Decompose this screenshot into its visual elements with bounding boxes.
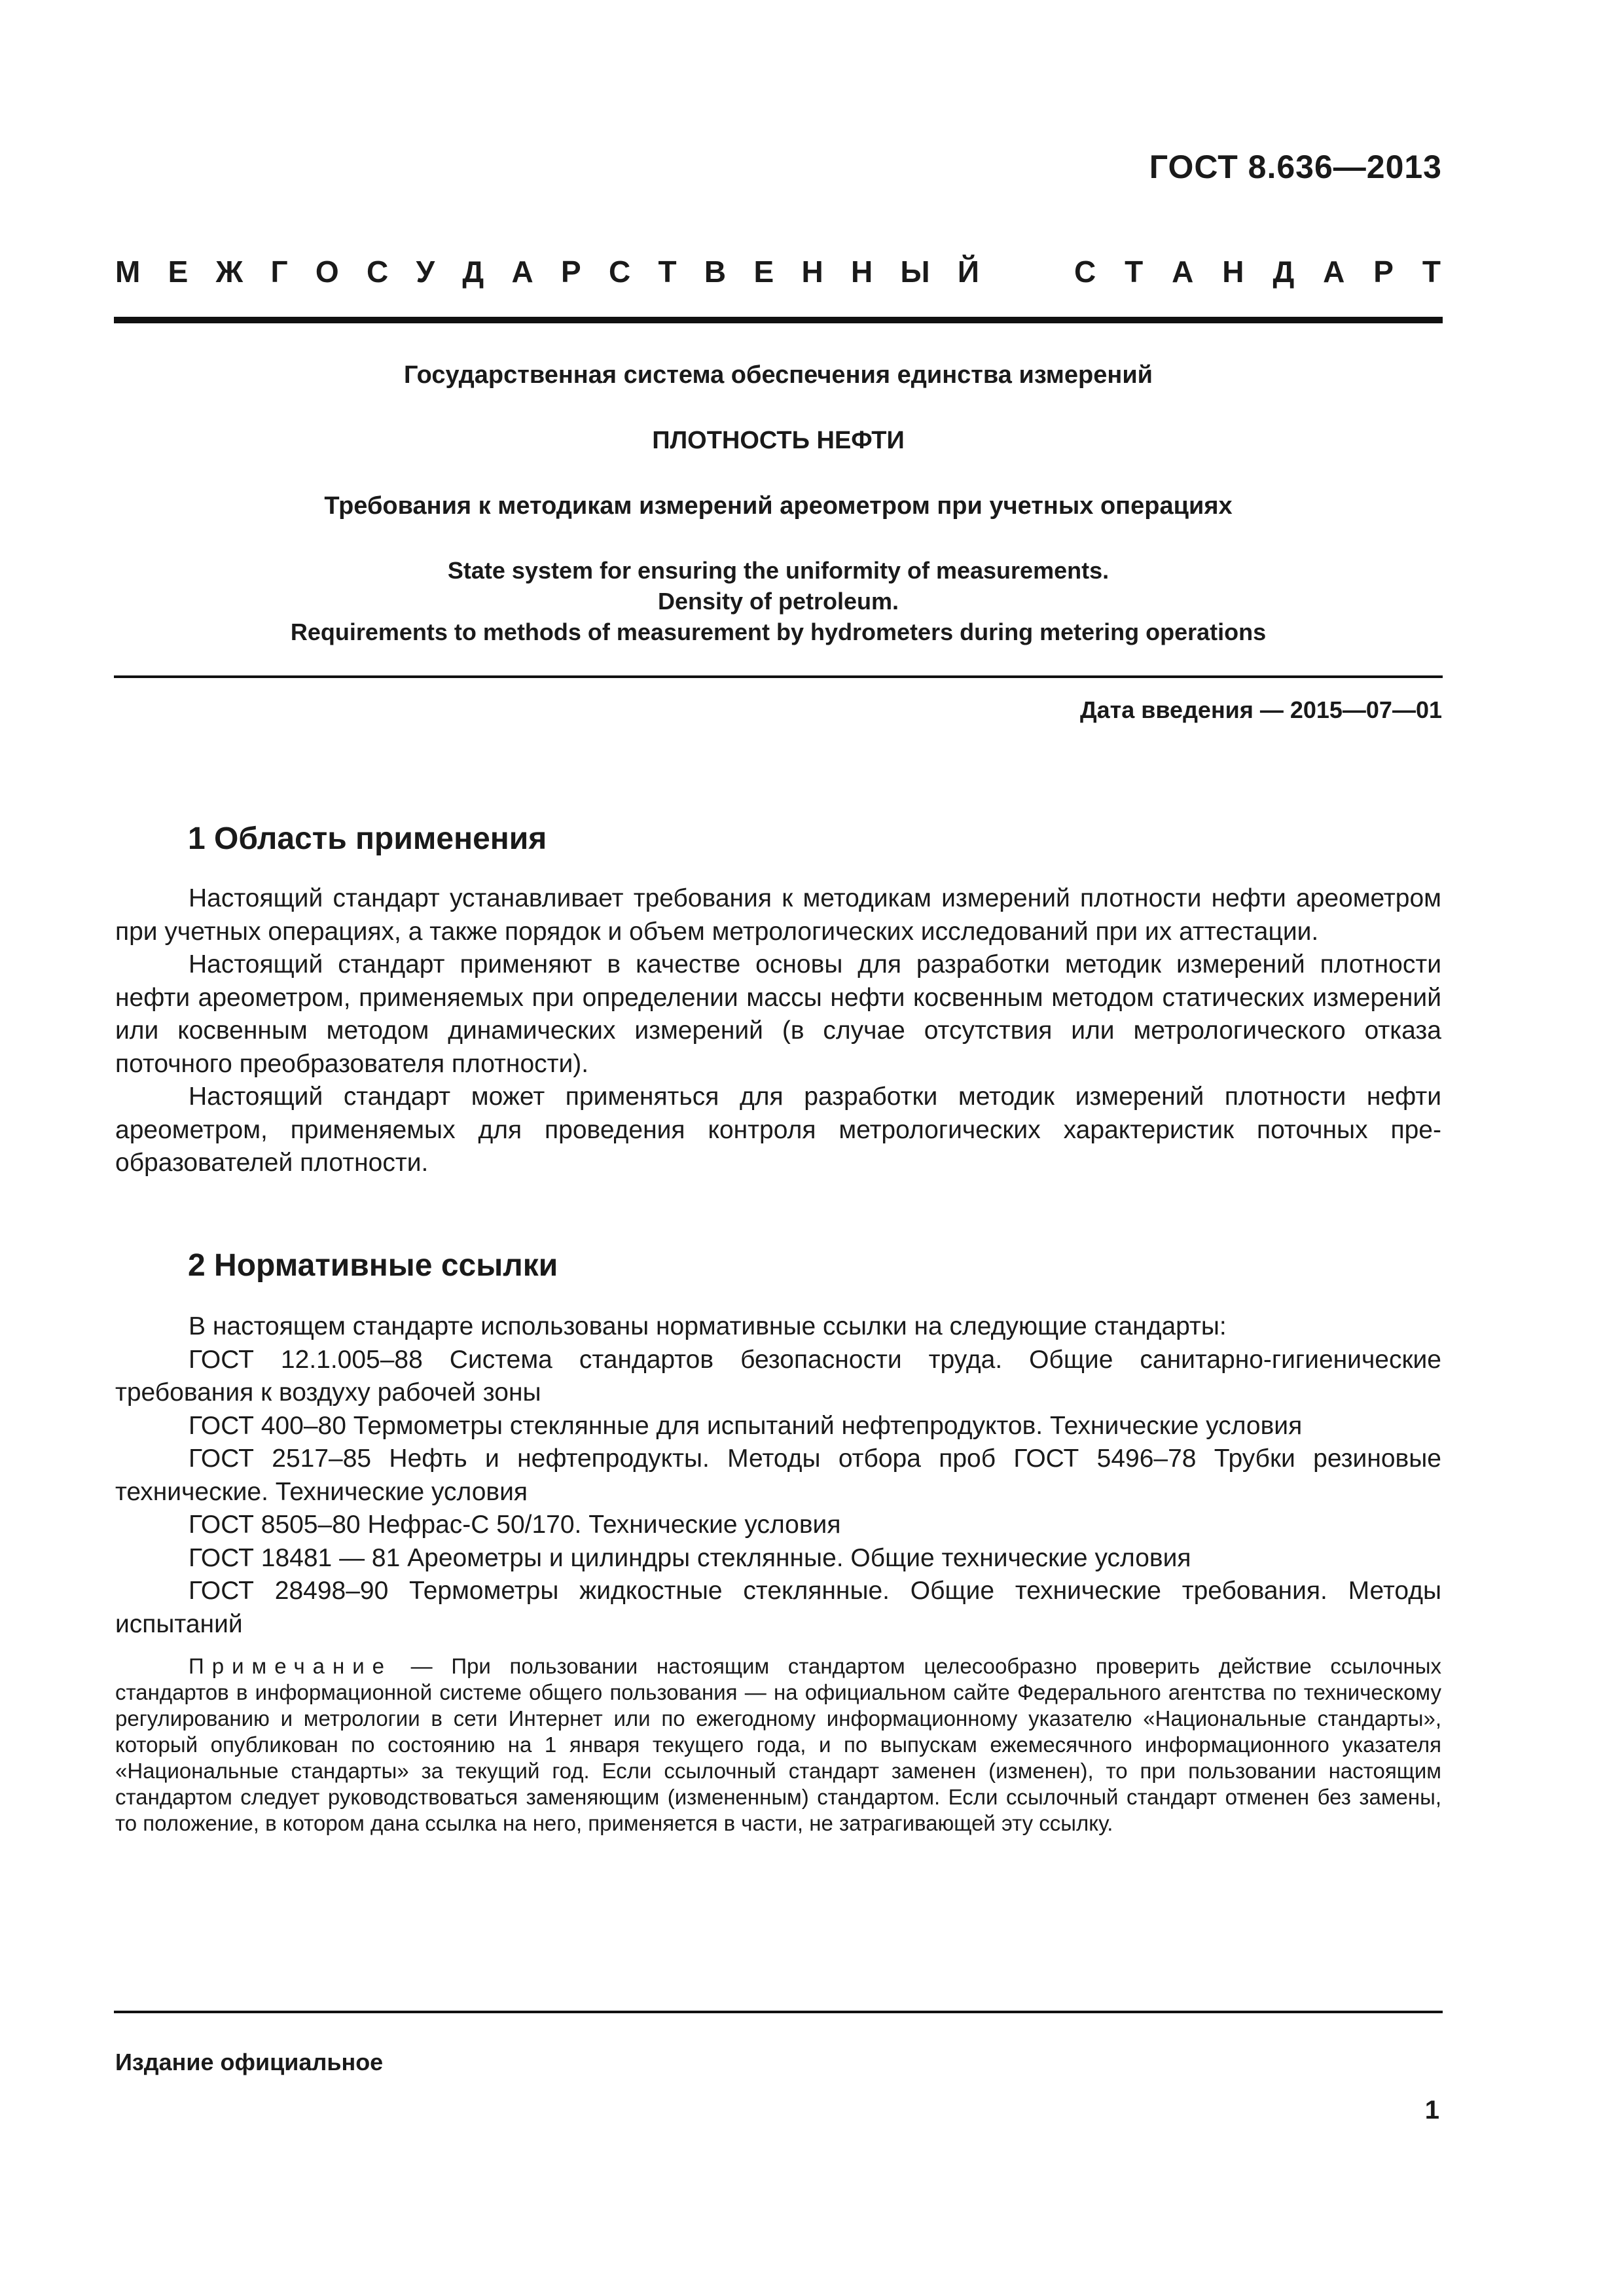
- page-number: 1: [1424, 2096, 1439, 2125]
- banner-letter: Д: [462, 255, 484, 289]
- english-title-line: State system for ensuring the uniformity of measurements.: [447, 557, 1110, 584]
- banner-letter: Н: [801, 255, 823, 289]
- banner-letter: Т: [1125, 255, 1144, 289]
- reference-item: ГОСТ 18481 — 81 Ареометры и цилиндры стеклянные. Общие технические условия: [189, 1543, 1191, 1572]
- banner-letter: Е: [753, 255, 774, 289]
- note: [115, 1653, 1441, 1837]
- banner-letter: Й: [957, 255, 979, 289]
- english-title-line: Density of petroleum.: [657, 588, 899, 615]
- system-title: Государственная система обеспечения единства измерений: [403, 361, 1153, 389]
- section-references-body: [115, 1310, 1441, 1641]
- document-title: ПЛОТНОСТЬ НЕФТИ: [652, 427, 905, 454]
- document-subtitle: Требования к методикам измерений ареометром при учетных операциях: [324, 492, 1233, 520]
- paragraph: Настоящий стандарт может применяться для разработки методик измерений плотности нефти ареометром, применяемых для проведения контроля метрологических характеристик поточных преобразователей плотности.: [115, 1083, 1441, 1177]
- banner-letter: А: [1323, 255, 1345, 289]
- banner-letter: Д: [1272, 255, 1295, 289]
- note-label: Примечание: [189, 1654, 393, 1678]
- banner-letter: С: [366, 255, 389, 289]
- banner-letter: М: [115, 255, 141, 289]
- reference-item: ГОСТ 12.1.005–88 Система стандартов безопасности труда. Общие санитарно-гигиенические требования к воздуху рабочей зоны: [115, 1345, 1441, 1407]
- banner-letter: Р: [1373, 255, 1394, 289]
- reference-item: ГОСТ 8505–80 Нефрас-С 50/170. Технические условия: [189, 1511, 841, 1539]
- banner-letter: О: [315, 255, 339, 289]
- interstate-standard-banner: [115, 254, 1441, 289]
- banner-letter: У: [416, 255, 435, 289]
- banner-letter: Т: [658, 255, 677, 289]
- banner-letter: Т: [1422, 255, 1441, 289]
- section-heading-scope: 1 Область применения: [188, 821, 547, 856]
- standard-word: [1074, 254, 1441, 289]
- banner-letter: А: [1172, 255, 1194, 289]
- banner-letter: Е: [168, 255, 189, 289]
- banner-letter: А: [511, 255, 533, 289]
- header-divider: [114, 317, 1443, 323]
- banner-letter: С: [1074, 255, 1096, 289]
- section-heading-references: 2 Нормативные ссылки: [188, 1248, 558, 1283]
- reference-item: ГОСТ 28498–90 Термометры жидкостные стеклянные. Общие технические требования. Методы испытаний: [115, 1577, 1441, 1638]
- banner-letter: Ж: [215, 255, 244, 289]
- paragraph: Настоящий стандарт устанавливает требования к методикам измерений плотности нефти ареометром при учетных операциях, а также порядок и объем метрологических исследований при их аттестации.: [115, 884, 1441, 946]
- banner-letter: С: [608, 255, 631, 289]
- english-title-line: Requirements to methods of measurement by hydrometers during metering operations: [290, 619, 1267, 645]
- edition-label: Издание официальное: [115, 2049, 384, 2075]
- title-divider: [114, 675, 1443, 678]
- banner-letter: Р: [561, 255, 581, 289]
- english-title: [114, 555, 1443, 647]
- reference-item: ГОСТ 400–80 Термометры стеклянные для испытаний нефтепродуктов. Технические условия: [189, 1411, 1303, 1440]
- banner-letter: Ы: [900, 255, 930, 289]
- gost-number: ГОСТ 8.636—2013: [1149, 149, 1442, 185]
- interstate-word: [115, 254, 979, 289]
- banner-letter: Г: [270, 255, 288, 289]
- note-text: — При пользовании настоящим стандартом целесообразно проверить действие ссылочных стандартов в информационной системе общего пользования — на официальном сайте Федерального агентства по техническому регулированию и метрологии в сети Интернет или по ежегодному информационному указателю «Национальные стандарты», который опубликован по состоянию на 1 января текущего года, и по выпускам ежемесячного информационного указателя «Национальные стандарты» за текущий год. Если ссылочный стандарт заменен (изменен), то при пользовании настоящим стандартом следует руководствоваться заменяющим (измененным) стандартом. Если ссылочный стандарт отменен без замены, то положение, в котором дана ссылка на него, применяется в части, не затрагивающей эту ссылку.: [115, 1654, 1441, 1835]
- banner-letter: Н: [1222, 255, 1244, 289]
- section-scope-body: [115, 882, 1441, 1180]
- paragraph: Настоящий стандарт применяют в качестве основы для разработки методик измерений плотности нефти ареометром, применяемых при определении массы нефти косвенным методом статических измерений или косвенным методом динамических измерений (в случае отсутствия или метрологического отказа поточного преобразователя плотности).: [115, 950, 1441, 1078]
- footer-divider: [114, 2011, 1443, 2013]
- banner-letter: Н: [850, 255, 873, 289]
- paragraph: В настоящем стандарте использованы нормативные ссылки на следующие стандарты:: [189, 1312, 1227, 1340]
- introduction-date: Дата введения — 2015—07—01: [1079, 696, 1442, 723]
- banner-letter: В: [704, 255, 727, 289]
- reference-item: ГОСТ 2517–85 Нефть и нефтепродукты. Методы отбора проб ГОСТ 5496–78 Трубки резиновые технические. Технические условия: [115, 1444, 1441, 1506]
